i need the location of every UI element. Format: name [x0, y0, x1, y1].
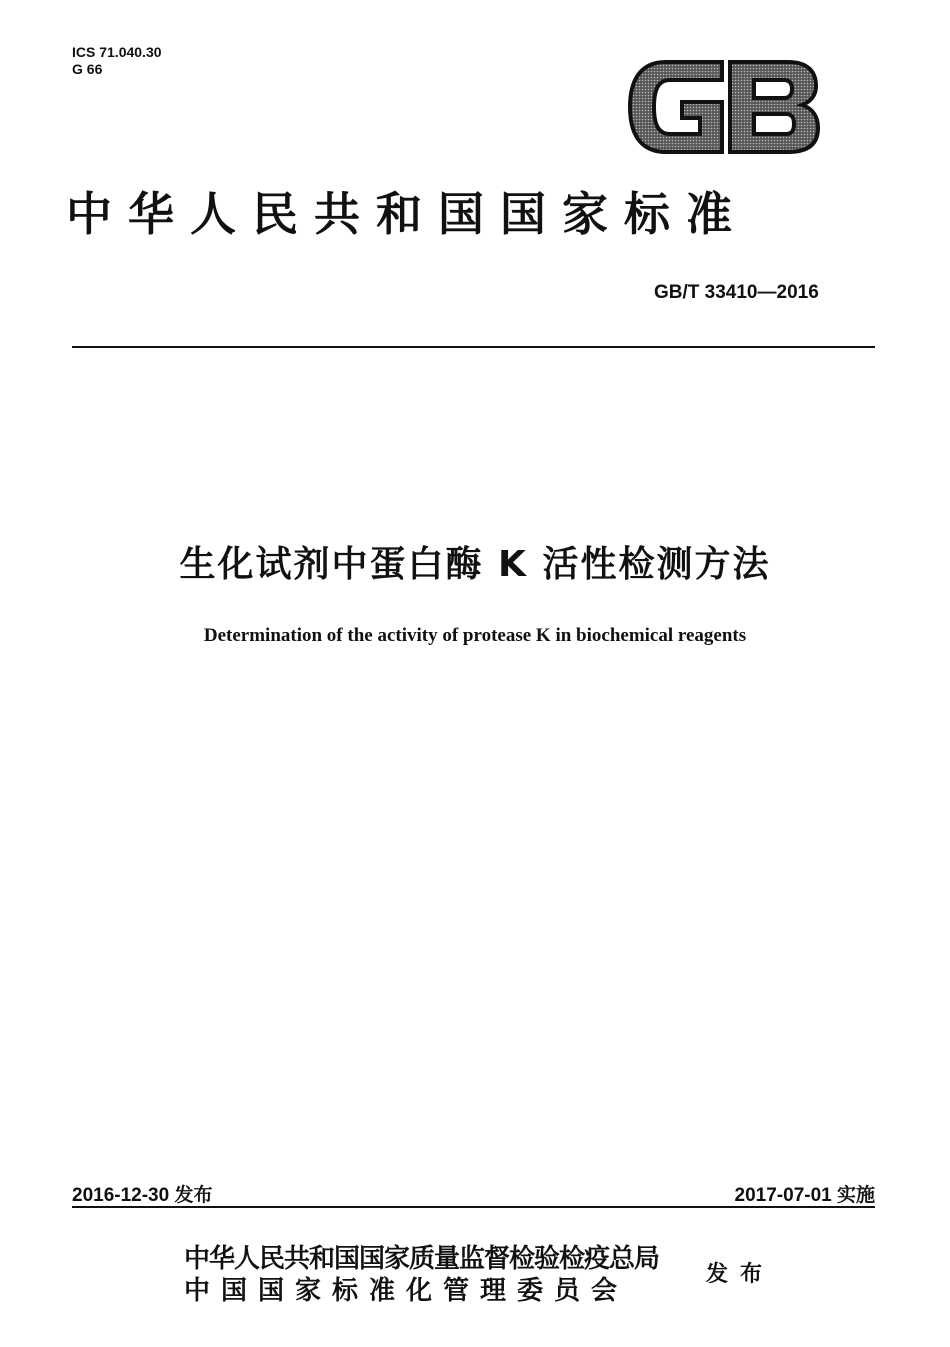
gb-logo — [626, 58, 822, 156]
national-standard-title: 中华人民共和国国家标准 — [66, 187, 748, 241]
top-divider — [72, 346, 875, 348]
bottom-divider — [72, 1206, 875, 1208]
class-code: G 66 — [72, 61, 103, 77]
issuer-aqsiq: 中华人民共和国国家质量监督检验检疫总局 — [184, 1244, 660, 1274]
implementation-date: 2017-07-01 实施 — [734, 1185, 875, 1206]
standard-code: GB/T 33410—2016 — [654, 282, 819, 303]
classification-block — [72, 44, 162, 78]
title-chinese: 生化试剂中蛋白酶 K 活性检测方法 — [179, 544, 771, 585]
publish-label: 发布 — [706, 1261, 775, 1287]
ics-code: ICS 71.040.30 — [72, 44, 162, 60]
issue-date: 2016-12-30 发布 — [72, 1185, 213, 1206]
issuer-sac: 中国国家标准化管理委员会 — [184, 1276, 629, 1306]
title-english: Determination of the activity of protease K in biochemical reagents — [203, 625, 747, 646]
